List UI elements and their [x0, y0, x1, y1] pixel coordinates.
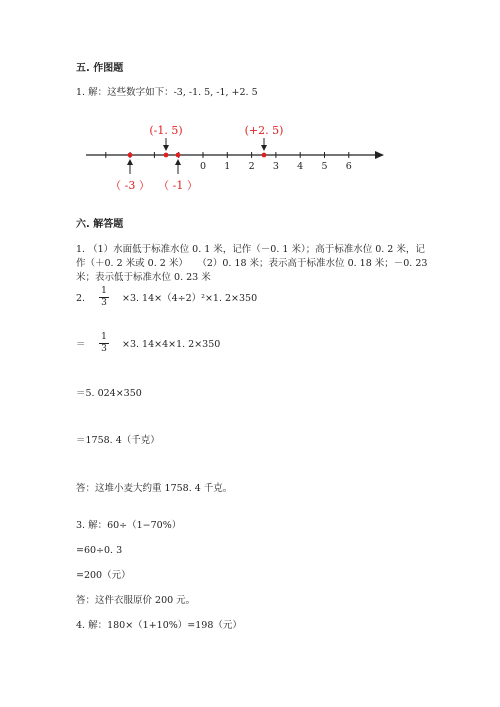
- answer-2-step-3: ＝5. 024×350: [76, 388, 142, 399]
- number-line-figure: [0, 118, 500, 208]
- answer-3-line-2: =60÷0. 3: [76, 545, 123, 556]
- tick-label-2: 2: [248, 161, 255, 172]
- tick-label-6: 6: [345, 161, 352, 172]
- tick-label-5: 5: [321, 161, 328, 172]
- answer-4-line-1: 4. 解：180×（1+10%）=198（元）: [76, 620, 242, 631]
- fraction-denominator: 3: [101, 298, 107, 308]
- answer-3-line-3: =200（元）: [76, 570, 131, 581]
- tick-label-0: 0: [199, 161, 207, 172]
- section-5-answer-1: 1. 解：这些数字如下：-3, -1. 5, -1, +2. 5: [76, 87, 258, 98]
- fraction-one-third-b: [99, 332, 109, 355]
- tick-label-4: 4: [297, 161, 304, 172]
- point-pos2-5: [262, 153, 267, 158]
- tick-label-3: 3: [272, 161, 279, 172]
- point-neg1: [176, 153, 181, 158]
- number-line-tick-labels: [200, 161, 352, 172]
- label-neg1: （ -1 ）: [158, 179, 198, 192]
- point-neg3: [128, 153, 133, 158]
- arrow-neg1-head: [175, 159, 181, 165]
- number-line-arrowhead: [375, 151, 384, 159]
- fraction-one-third-a: [99, 286, 109, 309]
- arrow-neg1-5-head: [163, 145, 169, 151]
- point-neg1-5: [164, 153, 169, 158]
- arrow-neg3-head: [127, 159, 133, 165]
- answer-2-conclusion: 答：这堆小麦大约重 1758. 4 千克。: [76, 483, 233, 494]
- section-6-heading: 六. 解答题: [76, 219, 124, 230]
- fraction-numerator: 1: [99, 332, 109, 344]
- answer-1-line-3: 米；表示低于标准水位 0. 23 米: [76, 272, 211, 283]
- answer-2-equals: ＝: [76, 339, 86, 350]
- fraction-denominator: 3: [101, 344, 107, 354]
- fraction-numerator: 1: [99, 286, 109, 298]
- answer-2-step-4: ＝1758. 4（千克）: [76, 435, 160, 446]
- answer-2-expression-1: ×3. 14×（4÷2）²×1. 2×350: [122, 293, 258, 304]
- section-5-heading: 五. 作图题: [76, 63, 124, 74]
- label-neg1-5: (-1. 5): [149, 124, 183, 137]
- answer-3-conclusion: 答：这件衣服原价 200 元。: [76, 595, 196, 606]
- answer-1-line-1: 1. （1）水面低于标准水位 0. 1 米，记作（－0. 1 米）；高于标准水位 0. 2 米，记: [76, 244, 425, 255]
- answer-2-label: 2.: [76, 293, 86, 304]
- label-neg3: （ -3 ）: [110, 179, 150, 192]
- answer-3-line-1: 3. 解：60÷（1−70%）: [76, 520, 182, 531]
- label-pos2-5: (+2. 5): [244, 124, 284, 137]
- answer-2-expression-2: ×3. 14×4×1. 2×350: [122, 339, 221, 350]
- tick-label-1: 1: [224, 161, 231, 172]
- answer-1-line-2: 作（＋0. 2 米或 0. 2 米） （2）0. 18 米；表示高于标准水位 0. 18 米；－0. 23: [76, 258, 428, 269]
- arrow-pos2-5-head: [261, 145, 267, 151]
